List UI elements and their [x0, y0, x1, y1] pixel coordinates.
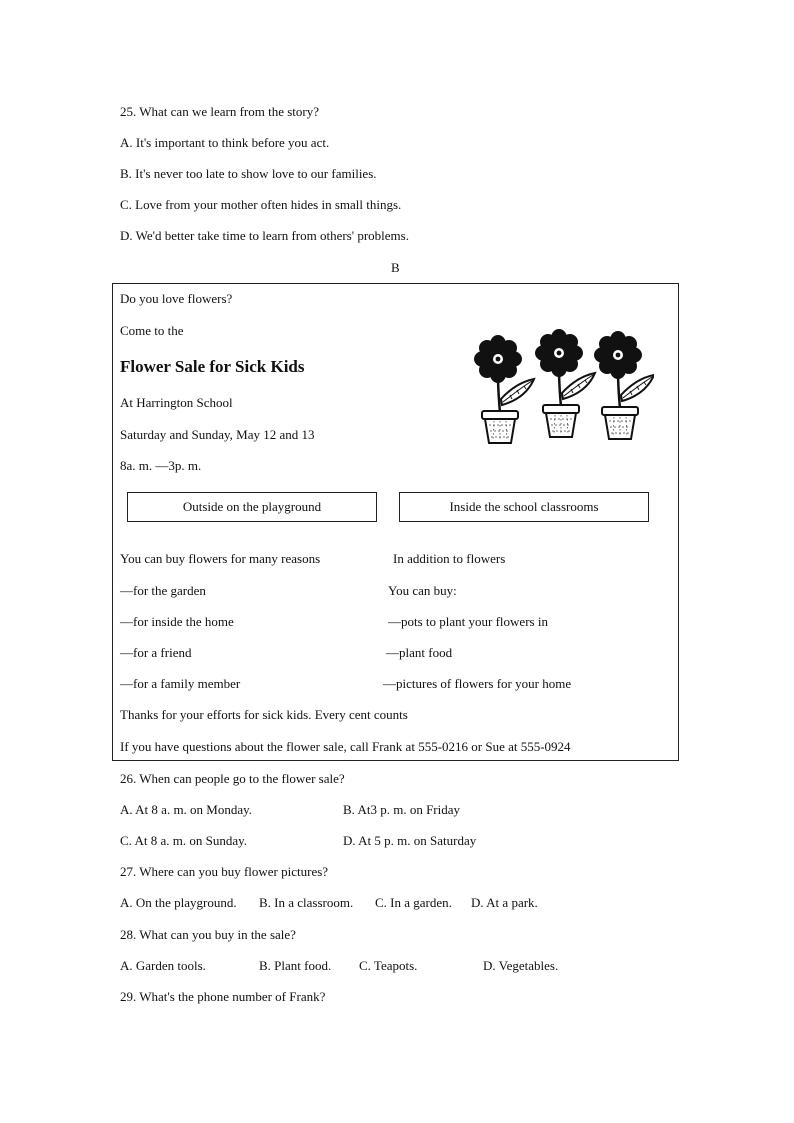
location-classrooms-label: Inside the school classrooms — [449, 499, 599, 514]
q25-option-b: B. It's never too late to show love to our families. — [120, 166, 377, 181]
ad-intro-come: Come to the — [120, 323, 184, 338]
reason-family: —for a family member — [120, 676, 241, 691]
question-26: 26. When can people go to the flower sale? — [120, 771, 345, 786]
q25-option-d: D. We'd better take time to learn from others' problems. — [120, 228, 409, 243]
question-28: 28. What can you buy in the sale? — [120, 927, 296, 942]
extras-you-can-buy: You can buy: — [388, 583, 457, 598]
location-classrooms-box — [399, 492, 649, 522]
ad-hours: 8a. m. —3p. m. — [120, 458, 202, 473]
section-label: B — [391, 260, 400, 275]
q26-option-d: D. At 5 p. m. on Saturday — [343, 833, 477, 848]
ad-dates: Saturday and Sunday, May 12 and 13 — [120, 427, 315, 442]
location-playground-label: Outside on the playground — [182, 499, 322, 514]
q27-option-d: D. At a park. — [471, 895, 538, 910]
q28-option-c: C. Teapots. — [359, 958, 418, 973]
q28-option-d: D. Vegetables. — [483, 958, 559, 973]
potted-flowers-icon — [470, 329, 654, 445]
reason-garden: —for the garden — [120, 583, 206, 598]
q27-option-b: B. In a classroom. — [259, 895, 354, 910]
q27-option-a: A. On the playground. — [120, 895, 237, 910]
q26-option-c: C. At 8 a. m. on Sunday. — [120, 833, 247, 848]
question-25: 25. What can we learn from the story? — [120, 104, 320, 119]
question-29: 29. What's the phone number of Frank? — [120, 989, 326, 1004]
ad-place: At Harrington School — [120, 395, 233, 410]
q26-option-a: A. At 8 a. m. on Monday. — [120, 802, 253, 817]
q26-option-b: B. At3 p. m. on Friday — [343, 802, 461, 817]
reasons-heading: You can buy flowers for many reasons — [120, 551, 321, 566]
ad-thanks: Thanks for your efforts for sick kids. Every cent counts — [120, 707, 408, 722]
extras-heading: In addition to flowers — [393, 551, 506, 566]
extra-pots: —pots to plant your flowers in — [388, 614, 548, 629]
reason-friend: —for a friend — [120, 645, 192, 660]
extra-pictures: —pictures of flowers for your home — [383, 676, 572, 691]
location-playground-box — [127, 492, 377, 522]
ad-intro-question: Do you love flowers? — [120, 291, 233, 306]
ad-title: Flower Sale for Sick Kids — [120, 357, 305, 376]
q25-option-c: C. Love from your mother often hides in small things. — [120, 197, 402, 212]
q28-option-a: A. Garden tools. — [120, 958, 206, 973]
ad-contact: If you have questions about the flower sale, call Frank at 555-0216 or Sue at 555-0924 — [120, 739, 571, 754]
q28-option-b: B. Plant food. — [259, 958, 332, 973]
extra-plant-food: —plant food — [386, 645, 453, 660]
q27-option-c: C. In a garden. — [375, 895, 452, 910]
q25-option-a: A. It's important to think before you act. — [120, 135, 330, 150]
reason-home: —for inside the home — [120, 614, 234, 629]
question-27: 27. Where can you buy flower pictures? — [120, 864, 329, 879]
